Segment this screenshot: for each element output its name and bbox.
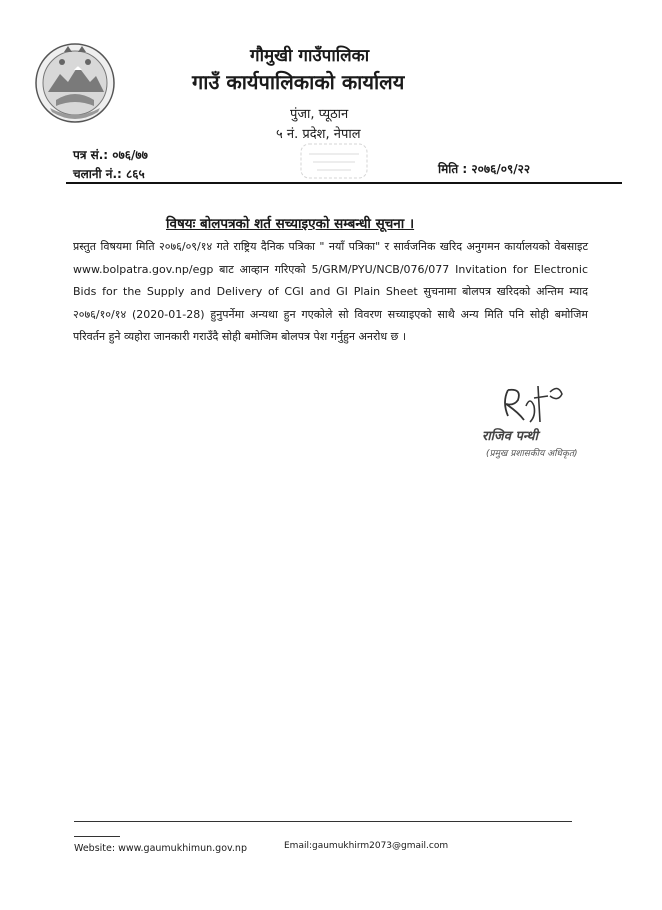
office-name: गाउँ कार्यपालिकाको कार्यालय — [192, 70, 405, 94]
signatory-name: राजिव पन्थी — [482, 429, 538, 444]
address-line-2: ५ नं. प्रदेश, नेपाल — [276, 127, 361, 142]
letter-number: पत्र सं.: ०७६/७७ — [73, 148, 148, 162]
footer-website: Website: www.gaumukhimun.gov.np — [74, 843, 247, 854]
footer-divider-short — [74, 836, 120, 837]
nepal-emblem-icon — [34, 42, 116, 124]
signatory-title: (प्रमुख प्रशासकीय अधिकृत) — [486, 449, 578, 459]
footer-email: Email:gaumukhirm2073@gmail.com — [284, 841, 449, 851]
municipality-name: गौमुखी गाउँपालिका — [250, 46, 370, 66]
letter-date: मिति : २०७६/०९/२२ — [438, 162, 531, 176]
faint-stamp-icon — [295, 140, 373, 182]
header-divider — [66, 182, 622, 184]
address-line-1: पुंजा, प्यूठान — [290, 107, 349, 122]
notice-body: प्रस्तुत विषयमा मिति २०७६/०९/१४ गते राष्ट्रिय दैनिक पत्रिका " नयाँ पत्रिका" र सार्वजनिक खरिद अनुगमन कार्यालयको वेबसाइट www.bolpatra.gov.np/egp बाट आव्हान गरिएको 5/GRM/PYU/NCB/076/077 Invitation for Electronic Bids for the Supply and Delivery of CGI and GI Plain Sheet सुचनामा बोलपत्र खरिदको अन्तिम म्याद २०७६/१०/१४ (2020-01-28) हुनुपर्नेमा अन्यथा हुन गएकोले सो विवरण सच्याइएको साथै अन्य मिति पनि सोही बमोजिम परिवर्तन हुने व्यहोरा जानकारी गराउँदै सोही बमोजिम बोलपत्र पेश गर्नुहुन अनरोध छ । — [73, 240, 588, 343]
handwritten-signature-icon — [478, 382, 590, 462]
subject-line: विषयः बोलपत्रको शर्त सच्याइएको सम्बन्धी सूचना । — [166, 216, 415, 232]
footer-divider — [74, 821, 572, 822]
dispatch-number: चलानी नं.: ८६५ — [73, 167, 145, 181]
